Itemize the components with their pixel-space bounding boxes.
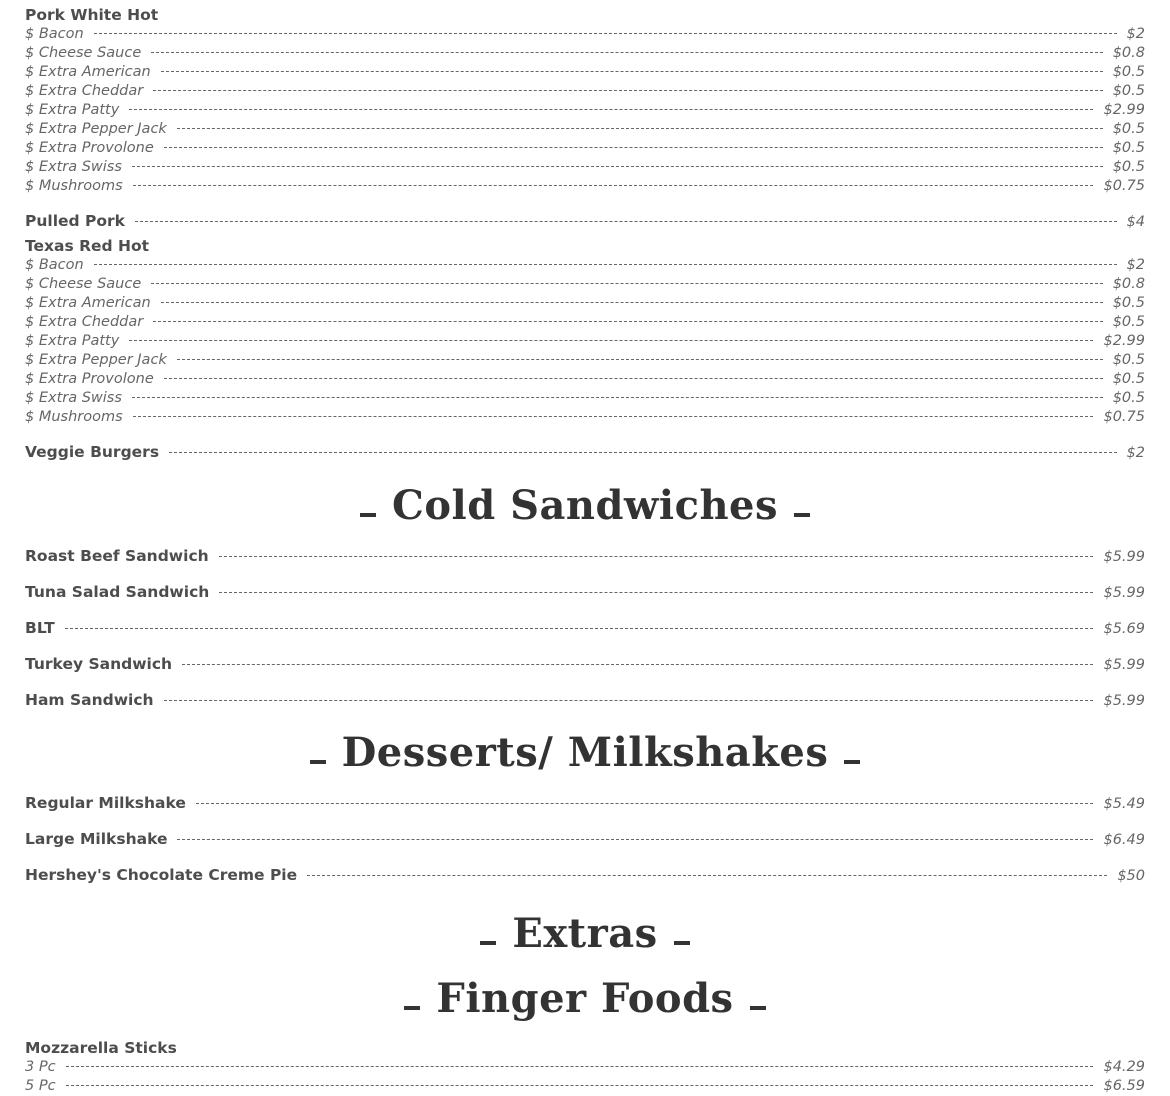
menu-item-name: BLT <box>25 619 55 637</box>
dotted-leader <box>169 452 1117 453</box>
dotted-leader <box>153 90 1102 91</box>
menu-item[interactable] <box>25 574 1145 610</box>
section-heading-text: Desserts/ Milkshakes <box>341 729 829 776</box>
menu-item[interactable] <box>25 646 1145 682</box>
option-price: $0.5 <box>1112 64 1145 80</box>
menu-item-name: Large Milkshake <box>25 830 168 848</box>
dotted-leader <box>151 283 1102 284</box>
heading-dash-right <box>674 941 690 945</box>
dotted-leader <box>151 52 1102 53</box>
heading-dash-left <box>480 941 496 945</box>
menu-item-name: Regular Milkshake <box>25 794 186 812</box>
section-heading-extras <box>25 901 1145 966</box>
dotted-leader <box>65 628 1094 629</box>
option-name: $ Extra American <box>25 295 151 311</box>
dotted-leader <box>133 416 1094 417</box>
dotted-leader <box>196 803 1094 804</box>
menu-item[interactable] <box>25 682 1145 718</box>
menu-item-name: Turkey Sandwich <box>25 655 173 673</box>
dotted-leader <box>164 378 1103 379</box>
option-row[interactable] <box>25 82 1145 101</box>
menu-item-group-pork-white-hot <box>25 6 1145 196</box>
menu-item[interactable] <box>25 857 1145 893</box>
menu-item-price: $5.99 <box>1103 549 1145 565</box>
menu-item-group-texas-red-hot <box>25 237 1145 427</box>
option-price: $0.8 <box>1112 276 1145 292</box>
heading-dash-right <box>794 513 810 517</box>
menu-item-name: Hershey's Chocolate Creme Pie <box>25 866 298 884</box>
option-row[interactable] <box>25 177 1145 196</box>
option-row[interactable] <box>25 275 1145 294</box>
option-row[interactable] <box>25 351 1145 370</box>
option-row[interactable] <box>25 63 1145 82</box>
heading-dash-left <box>360 513 376 517</box>
option-price: $0.5 <box>1112 352 1145 368</box>
option-row[interactable] <box>25 389 1145 408</box>
option-price: $0.5 <box>1112 371 1145 387</box>
dotted-leader <box>161 302 1103 303</box>
heading-dash-left <box>404 1006 420 1010</box>
option-list <box>25 256 1145 427</box>
dotted-leader <box>164 700 1094 701</box>
menu-item-name: Pulled Pork <box>25 212 125 230</box>
menu-item-price: $5.49 <box>1103 796 1145 812</box>
heading-dash-left <box>310 760 326 764</box>
option-price: $0.8 <box>1112 45 1145 61</box>
dotted-leader <box>94 264 1117 265</box>
option-price: $0.5 <box>1112 140 1145 156</box>
dotted-leader <box>135 221 1117 222</box>
section-heading-text: Finger Foods <box>436 975 734 1022</box>
dotted-leader <box>182 664 1093 665</box>
menu-item-name: Roast Beef Sandwich <box>25 547 209 565</box>
dotted-leader <box>94 33 1117 34</box>
dotted-leader <box>66 1085 1094 1086</box>
menu-item-price: $50 <box>1117 868 1145 884</box>
section-heading-cold-sandwiches <box>25 473 1145 538</box>
dotted-leader <box>219 556 1094 557</box>
option-name: $ Extra Cheddar <box>25 83 144 99</box>
menu-item[interactable] <box>25 538 1145 574</box>
menu-item-name: Veggie Burgers <box>25 443 160 461</box>
option-row[interactable] <box>25 408 1145 427</box>
option-price: $0.5 <box>1112 295 1145 311</box>
option-price: $0.5 <box>1112 121 1145 137</box>
option-row[interactable] <box>25 158 1145 177</box>
option-price: $0.75 <box>1103 178 1145 194</box>
option-row[interactable] <box>25 101 1145 120</box>
option-name: $ Mushrooms <box>25 178 123 194</box>
dotted-leader <box>307 875 1107 876</box>
heading-dash-right <box>750 1006 766 1010</box>
option-name: $ Extra Pepper Jack <box>25 352 167 368</box>
option-row[interactable] <box>25 256 1145 275</box>
menu-item-veggie-burgers[interactable] <box>25 434 1145 470</box>
dotted-leader <box>132 166 1103 167</box>
heading-dash-right <box>844 760 860 764</box>
option-price: $4.29 <box>1103 1059 1145 1075</box>
option-row[interactable] <box>25 44 1145 63</box>
item-list-desserts <box>25 785 1145 893</box>
dotted-leader <box>219 592 1093 593</box>
option-name: $ Extra Swiss <box>25 159 122 175</box>
menu-item-price: $5.99 <box>1103 657 1145 673</box>
option-price: $2 <box>1126 26 1145 42</box>
section-heading-desserts <box>25 720 1145 785</box>
dotted-leader <box>66 1066 1094 1067</box>
option-list <box>25 25 1145 196</box>
option-price: $0.5 <box>1112 390 1145 406</box>
option-row[interactable] <box>25 1058 1145 1077</box>
menu-item-price: $5.99 <box>1103 693 1145 709</box>
menu-item-title: Pork White Hot <box>25 6 159 24</box>
dotted-leader <box>161 71 1103 72</box>
option-row[interactable] <box>25 294 1145 313</box>
item-list-cold-sandwiches <box>25 538 1145 718</box>
option-row[interactable] <box>25 370 1145 389</box>
menu-item-price: $5.99 <box>1103 585 1145 601</box>
option-name: $ Extra Swiss <box>25 390 122 406</box>
option-row[interactable] <box>25 120 1145 139</box>
dotted-leader <box>153 321 1102 322</box>
dotted-leader <box>133 185 1094 186</box>
menu-item-title: Texas Red Hot <box>25 237 150 255</box>
dotted-leader <box>177 839 1093 840</box>
menu-item[interactable] <box>25 610 1145 646</box>
menu-item-title: Mozzarella Sticks <box>25 1039 177 1057</box>
option-price: $2.99 <box>1103 333 1145 349</box>
option-name: 5 Pc <box>25 1078 56 1094</box>
section-heading-text: Extras <box>512 910 658 957</box>
section-heading-text: Cold Sandwiches <box>392 482 778 529</box>
option-row[interactable] <box>25 313 1145 332</box>
menu-item-price: $5.69 <box>1103 621 1145 637</box>
option-list <box>25 1058 1145 1096</box>
option-name: $ Cheese Sauce <box>25 45 142 61</box>
option-price: $0.5 <box>1112 83 1145 99</box>
option-name: $ Cheese Sauce <box>25 276 142 292</box>
menu-item[interactable] <box>25 785 1145 821</box>
option-price: $2 <box>1126 257 1145 273</box>
option-price: $6.59 <box>1103 1078 1145 1094</box>
option-name: $ Bacon <box>25 26 84 42</box>
option-name: $ Extra American <box>25 64 151 80</box>
menu-item-name: Tuna Salad Sandwich <box>25 583 210 601</box>
dotted-leader <box>177 128 1103 129</box>
option-price: $0.5 <box>1112 314 1145 330</box>
menu-item-name: Ham Sandwich <box>25 691 154 709</box>
option-price: $0.5 <box>1112 159 1145 175</box>
menu-item-group-mozzarella-sticks <box>25 1039 1145 1096</box>
menu-item-pulled-pork[interactable] <box>25 203 1145 239</box>
dotted-leader <box>177 359 1103 360</box>
menu-item-price: $4 <box>1126 214 1145 230</box>
dotted-leader <box>132 397 1103 398</box>
option-row[interactable] <box>25 1077 1145 1096</box>
option-name: $ Extra Patty <box>25 102 120 118</box>
option-name: $ Extra Patty <box>25 333 120 349</box>
option-row[interactable] <box>25 25 1145 44</box>
section-heading-finger-foods <box>25 966 1145 1031</box>
option-name: 3 Pc <box>25 1059 56 1075</box>
option-row[interactable] <box>25 139 1145 158</box>
option-name: $ Extra Provolone <box>25 371 154 387</box>
dotted-leader <box>164 147 1103 148</box>
menu-item[interactable] <box>25 821 1145 857</box>
menu-item-price: $6.49 <box>1103 832 1145 848</box>
option-name: $ Bacon <box>25 257 84 273</box>
option-name: $ Extra Cheddar <box>25 314 144 330</box>
option-price: $0.75 <box>1103 409 1145 425</box>
dotted-leader <box>129 340 1093 341</box>
option-price: $2.99 <box>1103 102 1145 118</box>
option-row[interactable] <box>25 332 1145 351</box>
dotted-leader <box>129 109 1093 110</box>
menu-item-price: $2 <box>1126 445 1145 461</box>
menu <box>25 6 1145 1096</box>
option-name: $ Mushrooms <box>25 409 123 425</box>
option-name: $ Extra Pepper Jack <box>25 121 167 137</box>
option-name: $ Extra Provolone <box>25 140 154 156</box>
